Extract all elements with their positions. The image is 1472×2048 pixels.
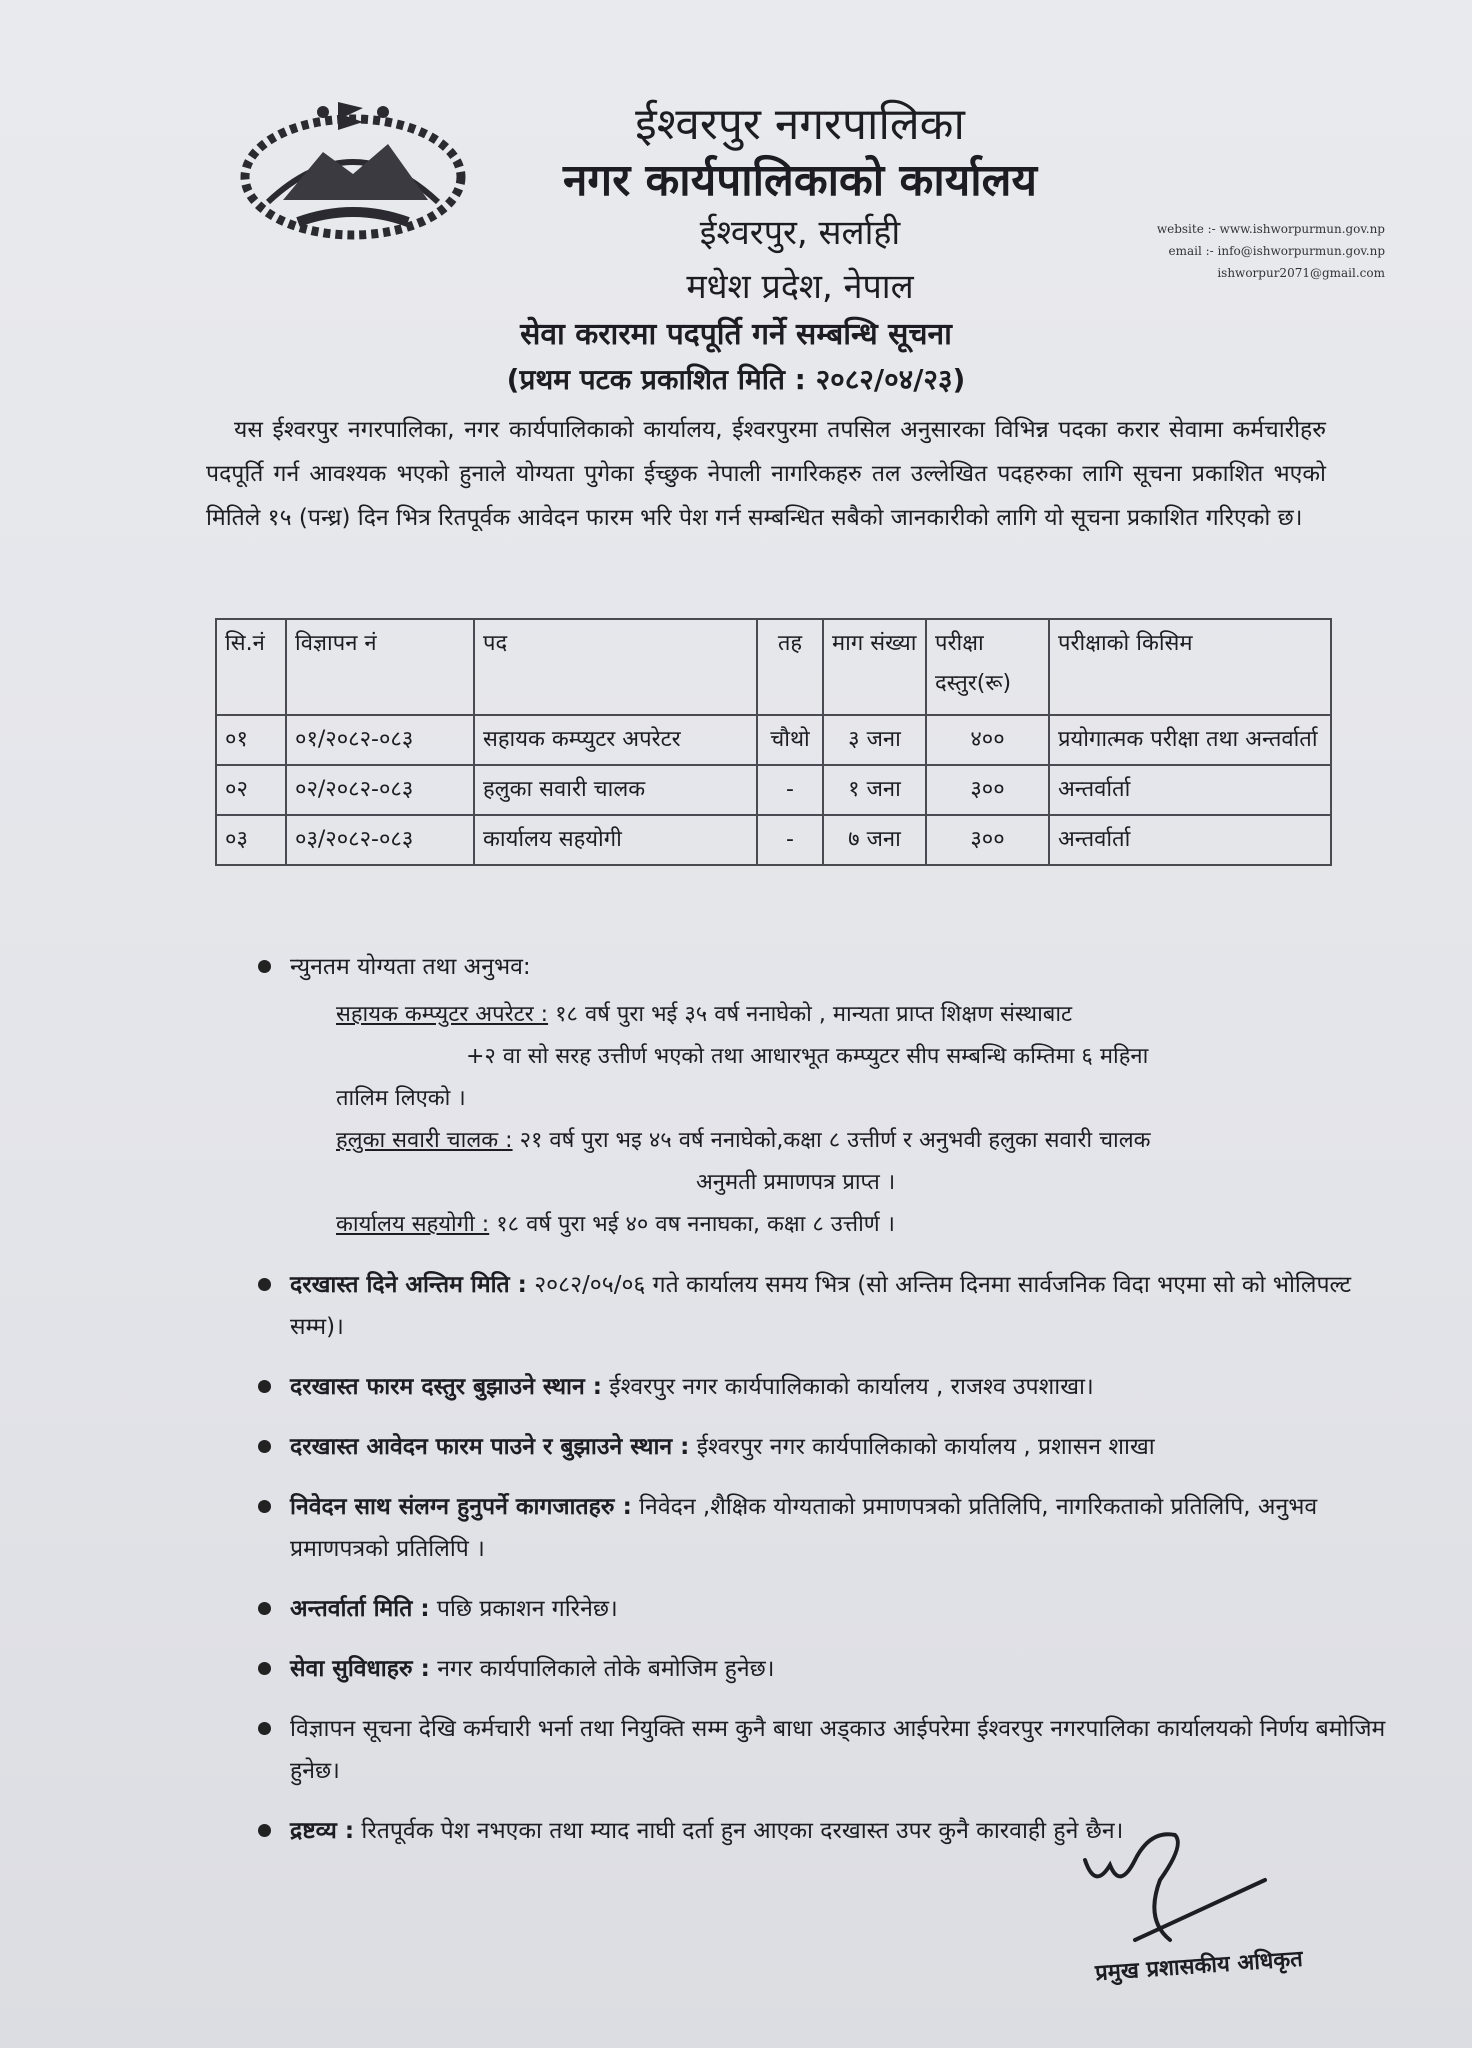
qual-computer-name: सहायक कम्प्युटर अपरेटर : [336,1002,549,1027]
email-link[interactable]: email :- info@ishworpurmun.gov.np [1168,244,1385,258]
publish-date: (प्रथम पटक प्रकाशित मिति : २०८२/०४/२३) [506,363,966,396]
qual-computer-text1: १८ वर्ष पुरा भई ३५ वर्ष ननाघेको , मान्यता प्राप्त शिक्षण संस्थाबाट [555,1002,1073,1027]
cell-level: चौथो [757,715,823,765]
col-fee: परीक्षा दस्तुर(रू) [926,619,1049,715]
bullet-label: द्रष्टव्य : [290,1818,355,1844]
cell-post: कार्यालय सहयोगी [474,815,757,865]
qual-assistant-text1: १८ वर्ष पुरा भई ४० वष ननाघका, कक्षा ८ उत्तीर्ण । [496,1212,895,1237]
signatory-title: प्रमुख प्रशासकीय अधिकृत [1094,1946,1304,1987]
cell-level: - [757,815,823,865]
municipality-name: ईश्वरपुर नगरपालिका [635,99,965,150]
list-item [290,1366,1390,1408]
bullet-text: ईश्वरपुर नगर कार्यपालिकाको कार्यालय , राजश्व उपशाखा। [609,1374,1094,1400]
qual-driver-text2: अनुमती प्रमाणपत्र प्राप्त । [696,1170,896,1195]
col-demand: माग संख्या [823,619,926,715]
bullet-text: विज्ञापन सूचना देखि कर्मचारी भर्ना तथा नियुक्ति सम्म कुनै बाधा अड्काउ आईपरेमा ईश्वरपुर नगरपालिका कार्यालयको निर्णय बमोजिम हुनेछ। [290,1716,1386,1784]
cell-sn: ०२ [216,765,286,815]
cell-exam: अन्तर्वार्ता [1049,765,1331,815]
cell-post: सहायक कम्प्युटर अपरेटर [474,715,757,765]
bullet-label: दरखास्त आवेदन फारम पाउने र बुझाउने स्थान : [290,1434,690,1460]
office-location: ईश्वरपुर, सर्लाही [699,213,901,253]
list-item [290,1426,1390,1468]
list-item [290,1708,1390,1792]
qual-computer-text2: +२ वा सो सरह उत्तीर्ण भएको तथा आधारभूत कम्प्युटर सीप सम्बन्धि कम्तिमा ६ महिना [466,1044,1149,1069]
bullet-text: रितपूर्वक पेश नभएका तथा म्याद नाघी दर्ता हुन आएका दरखास्त उपर कुनै कारवाही हुने छैन। [361,1818,1124,1844]
email-alt-link[interactable]: ishworpur2071@gmail.com [1217,266,1385,280]
province-name: मधेश प्रदेश, नेपाल [686,267,914,307]
table-header-row [216,619,1331,715]
list-item [290,1486,1390,1570]
qual-driver-name: हलुका सवारी चालक : [336,1128,513,1153]
cell-demand: ३ जना [823,715,926,765]
cell-ad-no: ०१/२०८२-०८३ [286,715,474,765]
bullet-text: नगर कार्यपालिकाले तोके बमोजिम हुनेछ। [437,1656,775,1682]
bullet-text: निवेदन ,शैक्षिक योग्यताको प्रमाणपत्रको प्रतिलिपि, नागरिकताको प्रतिलिपि, अनुभव प्रमाणपत्रको प्रतिलिपि । [290,1494,1318,1562]
list-item [290,1588,1390,1630]
bullet-label: अन्तर्वार्ता मिति : [290,1596,430,1622]
cell-fee: ३०० [926,765,1049,815]
cell-ad-no: ०३/२०८२-०८३ [286,815,474,865]
bullet-label: निवेदन साथ संलग्न हुनुपर्ने कागजातहरु : [290,1494,632,1520]
table-row [216,715,1331,765]
bullet-label: दरखास्त फारम दस्तुर बुझाउने स्थान : [290,1374,602,1400]
notice-title: सेवा करारमा पदपूर्ति गर्ने सम्बन्धि सूचना [520,317,952,352]
bullet-label: सेवा सुविधाहरु : [290,1656,430,1682]
qualification-details [336,994,1390,1246]
notice-bullet-list [290,946,1390,1870]
office-name: नगर कार्यपालिकाको कार्यालय [563,155,1037,206]
qual-assistant-name: कार्यालय सहयोगी : [336,1212,490,1237]
bullet-text: पछि प्रकाशन गरिनेछ। [436,1596,618,1622]
bullet-label: दरखास्त दिने अन्तिम मिति : [290,1272,527,1298]
list-item [290,1264,1390,1348]
qualification-item [290,946,1390,1246]
qualification-heading: न्युनतम योग्यता तथा अनुभव: [290,954,531,980]
cell-sn: ०१ [216,715,286,765]
cell-demand: १ जना [823,765,926,815]
contact-info [1105,218,1385,284]
cell-demand: ७ जना [823,815,926,865]
qual-computer-text3: तालिम लिएको । [336,1086,466,1111]
nepal-emblem-icon [228,82,478,242]
table-row [216,815,1331,865]
table-row [216,765,1331,815]
cell-post: हलुका सवारी चालक [474,765,757,815]
qual-driver-text1: २१ वर्ष पुरा भइ ४५ वर्ष ननाघेको,कक्षा ८ उत्तीर्ण र अनुभवी हलुका सवारी चालक [519,1128,1151,1153]
cell-exam: प्रयोगात्मक परीक्षा तथा अन्तर्वार्ता [1049,715,1331,765]
vacancy-table [215,618,1332,866]
intro-paragraph: यस ईश्वरपुर नगरपालिका, नगर कार्यपालिकाको कार्यालय, ईश्वरपुरमा तपसिल अनुसारका विभिन्न पदका करार सेवामा कर्मचारीहरु पदपूर्ति गर्न आवश्यक भएको हुनाले योग्यता पुगेका ईच्छुक नेपाली नागरिकहरु तल उल्लेखित पदहरुका लागि सूचना प्रकाशित भएको मितिले १५ (पन्ध्र) दिन भित्र रितपूर्वक आवेदन फारम भरि पेश गर्न सम्बन्धित सबैको जानकारीको लागि यो सूचना प्रकाशित गरिएको छ। [206,417,1326,531]
col-sn: सि.नं [216,619,286,715]
col-level: तह [757,619,823,715]
col-exam: परीक्षाको किसिम [1049,619,1331,715]
cell-exam: अन्तर्वार्ता [1049,815,1331,865]
col-ad-no: विज्ञापन नं [286,619,474,715]
col-post: पद [474,619,757,715]
cell-fee: ४०० [926,715,1049,765]
website-link[interactable]: website :- www.ishworpurmun.gov.np [1156,222,1385,236]
cell-level: - [757,765,823,815]
bullet-text: २०८२/०५/०६ गते कार्यालय समय भित्र (सो अन्तिम दिनमा सार्वजनिक विदा भएमा सो को भोलिपल्ट सम्म)। [290,1272,1352,1340]
cell-sn: ०३ [216,815,286,865]
cell-fee: ३०० [926,815,1049,865]
bullet-text: ईश्वरपुर नगर कार्यपालिकाको कार्यालय , प्रशासन शाखा [696,1434,1155,1460]
list-item [290,1648,1390,1690]
cell-ad-no: ०२/२०८२-०८३ [286,765,474,815]
